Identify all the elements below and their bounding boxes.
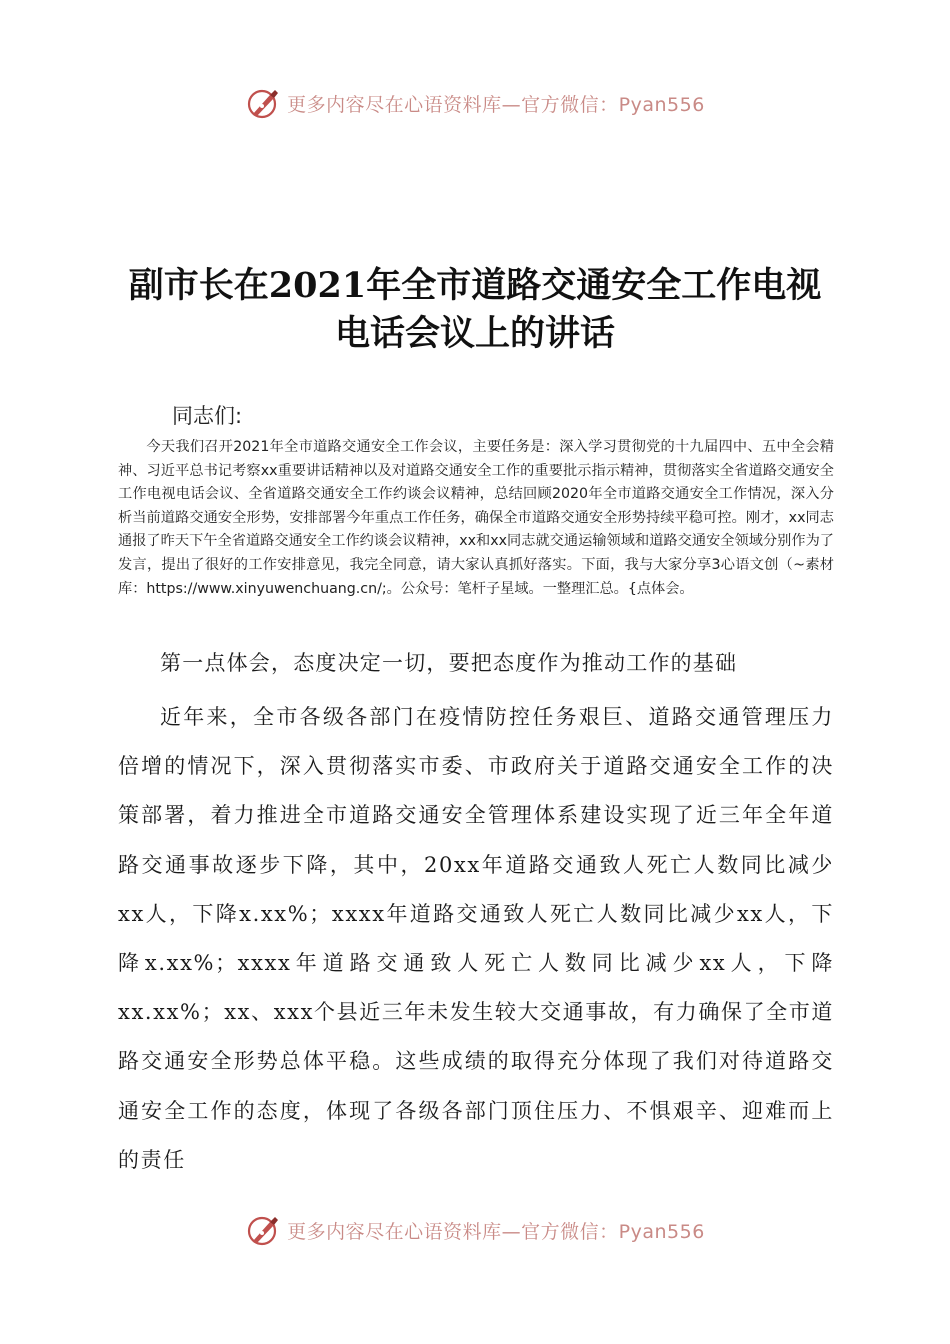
title-line-2: 电话会议上的讲话 (334, 313, 615, 354)
section-heading: 第一点体会，态度决定一切，要把态度作为推动工作的基础 (160, 651, 738, 675)
pen-nib-circle-logo-icon (245, 1212, 281, 1248)
watermark-text: 更多内容尽在心语资料库—官方微信：Pyan556 (287, 93, 705, 116)
salutation: 同志们: (172, 404, 243, 428)
pen-nib-circle-logo-icon (245, 85, 281, 121)
watermark-footer (0, 1210, 950, 1250)
watermark-header (0, 83, 950, 123)
intro-paragraph: 今天我们召开2021年全市道路交通安全工作会议，主要任务是：深入学习贯彻党的十九届四中、五中全会精神、习近平总书记考察xx重要讲话精神以及对道路交通安全工作的重要批示指示精神，贯彻落实全省道路交通安全工作电视电话会议、全省道路交通安全工作约谈会议精神，总结回顾2020年全市道路交通安全工作情况，深入分析当前道路交通安全形势，安排部署今年重点工作任务，确保全市道路交通安全形势持续平稳可控。刚才，xx同志通报了昨天下午全省道路交通安全工作约谈会议精神，xx和xx同志就交通运输领域和道路交通安全领域分别作为了发言，提出了很好的工作安排意见，我完全同意，请大家认真抓好落实。下面，我与大家分享3心语文创（~素材库：https://www.xinyuwenchuang.cn/;。公众号：笔杆子星域。一整理汇总。{点体会。 (118, 439, 834, 597)
title-line-1: 副市长在2021年全市道路交通安全工作电视 (128, 265, 822, 306)
document-title (60, 262, 890, 358)
watermark-text: 更多内容尽在心语资料库—官方微信：Pyan556 (287, 1220, 705, 1243)
body-paragraph: 近年来，全市各级各部门在疫情防控任务艰巨、道路交通管理压力倍增的情况下，深入贯彻落实市委、市政府关于道路交通安全工作的决策部署，着力推进全市道路交通安全管理体系建设实现了近三年全年道路交通事故逐步下降，其中，20xx年道路交通致人死亡人数同比减少xx人，下降x.xx%；xxxx年道路交通致人死亡人数同比减少xx人，下降x.xx%；xxxx年道路交通致人死亡人数同比减少xx人，下降xx.xx%；xx、xxx个县近三年未发生较大交通事故，有力确保了全市道路交通安全形势总体平稳。这些成绩的取得充分体现了我们对待道路交通安全工作的态度，体现了各级各部门顶住压力、不惧艰辛、迎难而上的责任 (118, 705, 834, 1172)
